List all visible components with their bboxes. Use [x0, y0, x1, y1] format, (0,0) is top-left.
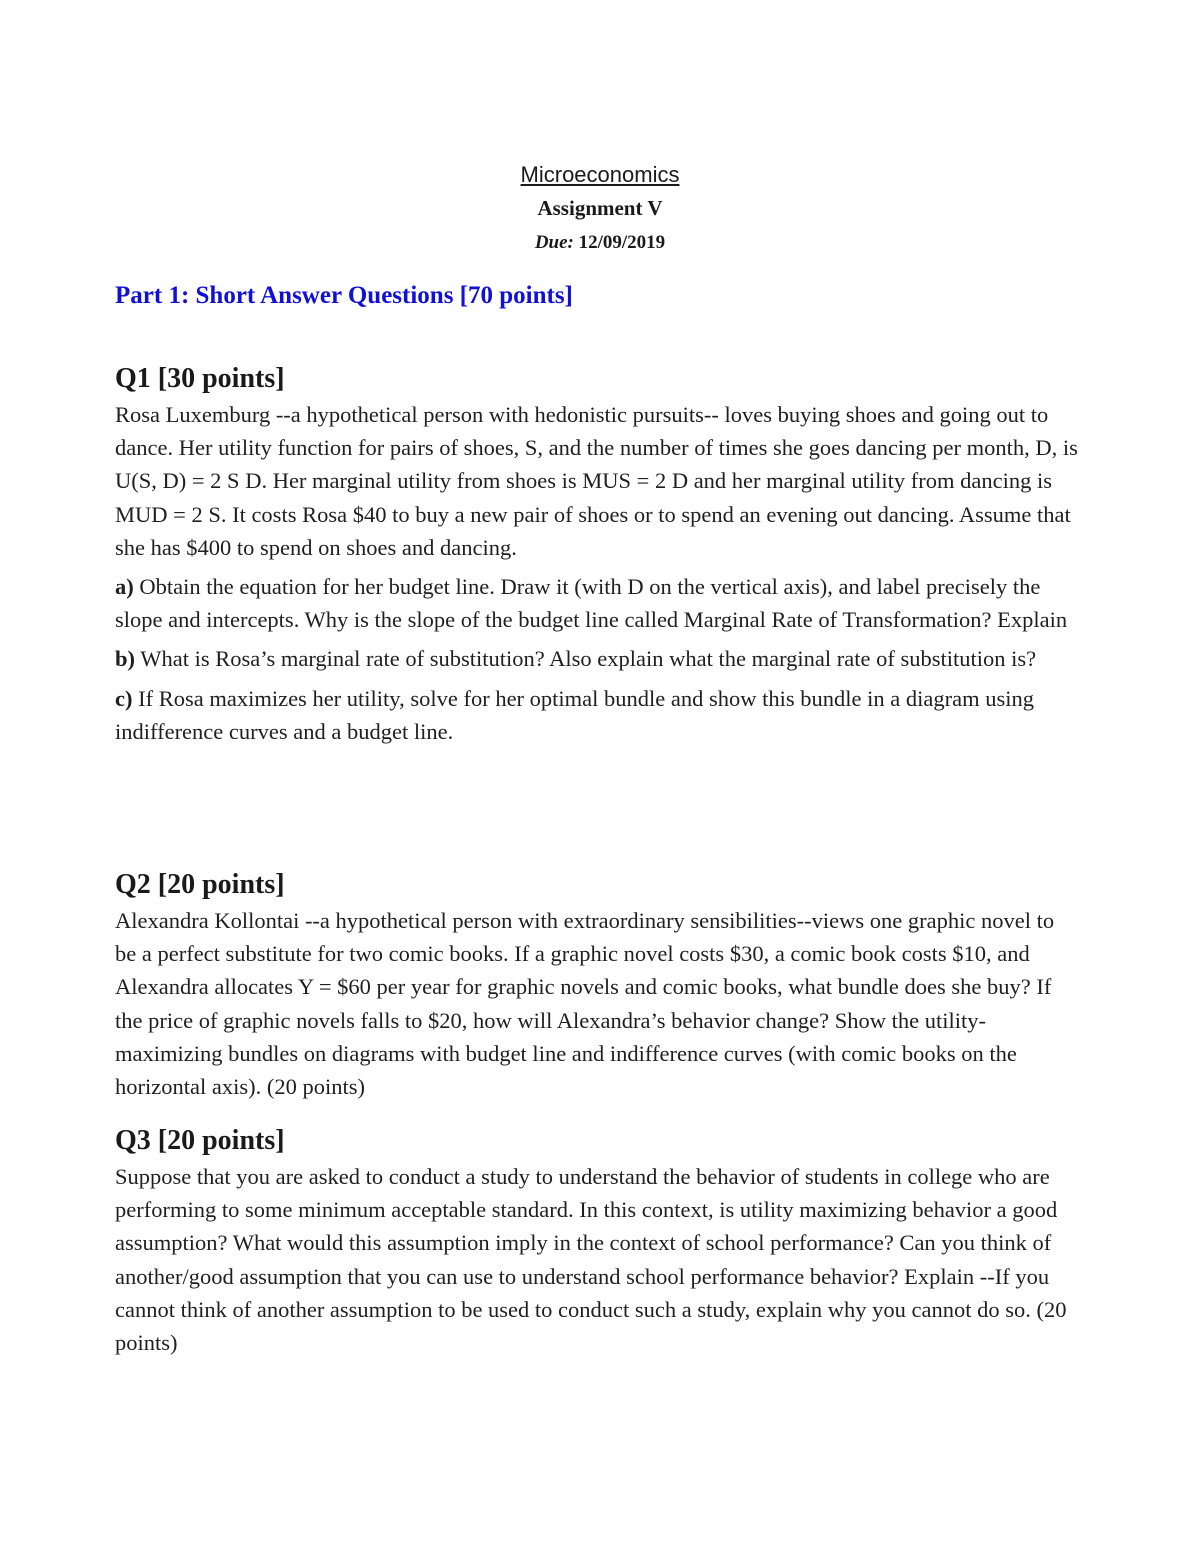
question-2-title: Q2 [20 points] — [115, 869, 285, 900]
part-a-text: Obtain the equation for her budget line. Draw it (with D on the vertical axis), and label precisely the slope and intercepts. Why is the slope of the budget line called Marginal Rate of Transformation? Explain — [115, 574, 1068, 633]
part-b-label: b) — [115, 646, 136, 672]
part-b-text: What is Rosa’s marginal rate of substitution? Also explain what the marginal rate of substitution is? — [135, 646, 1037, 672]
question-2 — [115, 866, 1080, 1103]
due-line — [0, 224, 1200, 258]
part-1-title: Part 1: Short Answer Questions [70 points] — [115, 282, 573, 309]
question-1-title: Q1 [30 points] — [115, 363, 285, 394]
course-title: Microeconomics — [520, 162, 680, 187]
question-3-text: Suppose that you are asked to conduct a study to understand the behavior of students in college who are performing to some minimum acceptable standard. In this context, is utility maximizing behavior a good assumption? What would this assumption imply in the context of school performance? Can you think of another/good assumption that you can use to understand school performance behavior? Explain --If you cannot think of another assumption to be used to conduct such a study, explain why you cannot do so. (20 points) — [115, 1164, 1067, 1356]
part-c-label: c) — [115, 685, 133, 711]
part-a-label: a) — [115, 574, 134, 600]
question-3 — [115, 1122, 1080, 1359]
question-2-text: Alexandra Kollontai --a hypothetical person with extraordinary sensibilities--views one graphic novel to be a perfect substitute for two comic books. If a graphic novel costs $30, a comic book costs $10, and Alexandra allocates Y = $60 per year for graphic novels and comic books, what bundle does she buy? If the price of graphic novels falls to $20, how will Alexandra’s behavior change? Show the utility-maximizing bundles on diagrams with budget line and indifference curves (with comic books on the horizontal axis). (20 points) — [115, 908, 1055, 1100]
question-1 — [115, 360, 1080, 748]
part-c-text: If Rosa maximizes her utility, solve for her optimal bundle and show this bundle in a diagram using indifference curves and a budget line. — [115, 685, 1034, 744]
document-header — [0, 160, 1200, 258]
question-1-part-a — [115, 570, 1080, 636]
question-3-title: Q3 [20 points] — [115, 1125, 285, 1156]
question-1-text: Rosa Luxemburg --a hypothetical person with hedonistic pursuits-- loves buying shoes and going out to dance. Her utility function for pairs of shoes, S, and the number of times she goes dancing per month, D, is U(S, D) = 2 S D. Her marginal utility from shoes is MUS = 2 D and her marginal utility from dancing is MUD = 2 S. It costs Rosa $40 to buy a new pair of shoes or to spend an evening out dancing. Assume that she has $400 to spend on shoes and dancing. — [115, 402, 1078, 560]
due-label: Due: — [534, 232, 574, 253]
question-1-part-b — [115, 642, 1080, 675]
due-date: 12/09/2019 — [578, 232, 666, 253]
assignment-title: Assignment V — [537, 196, 663, 220]
question-1-part-c — [115, 682, 1080, 748]
